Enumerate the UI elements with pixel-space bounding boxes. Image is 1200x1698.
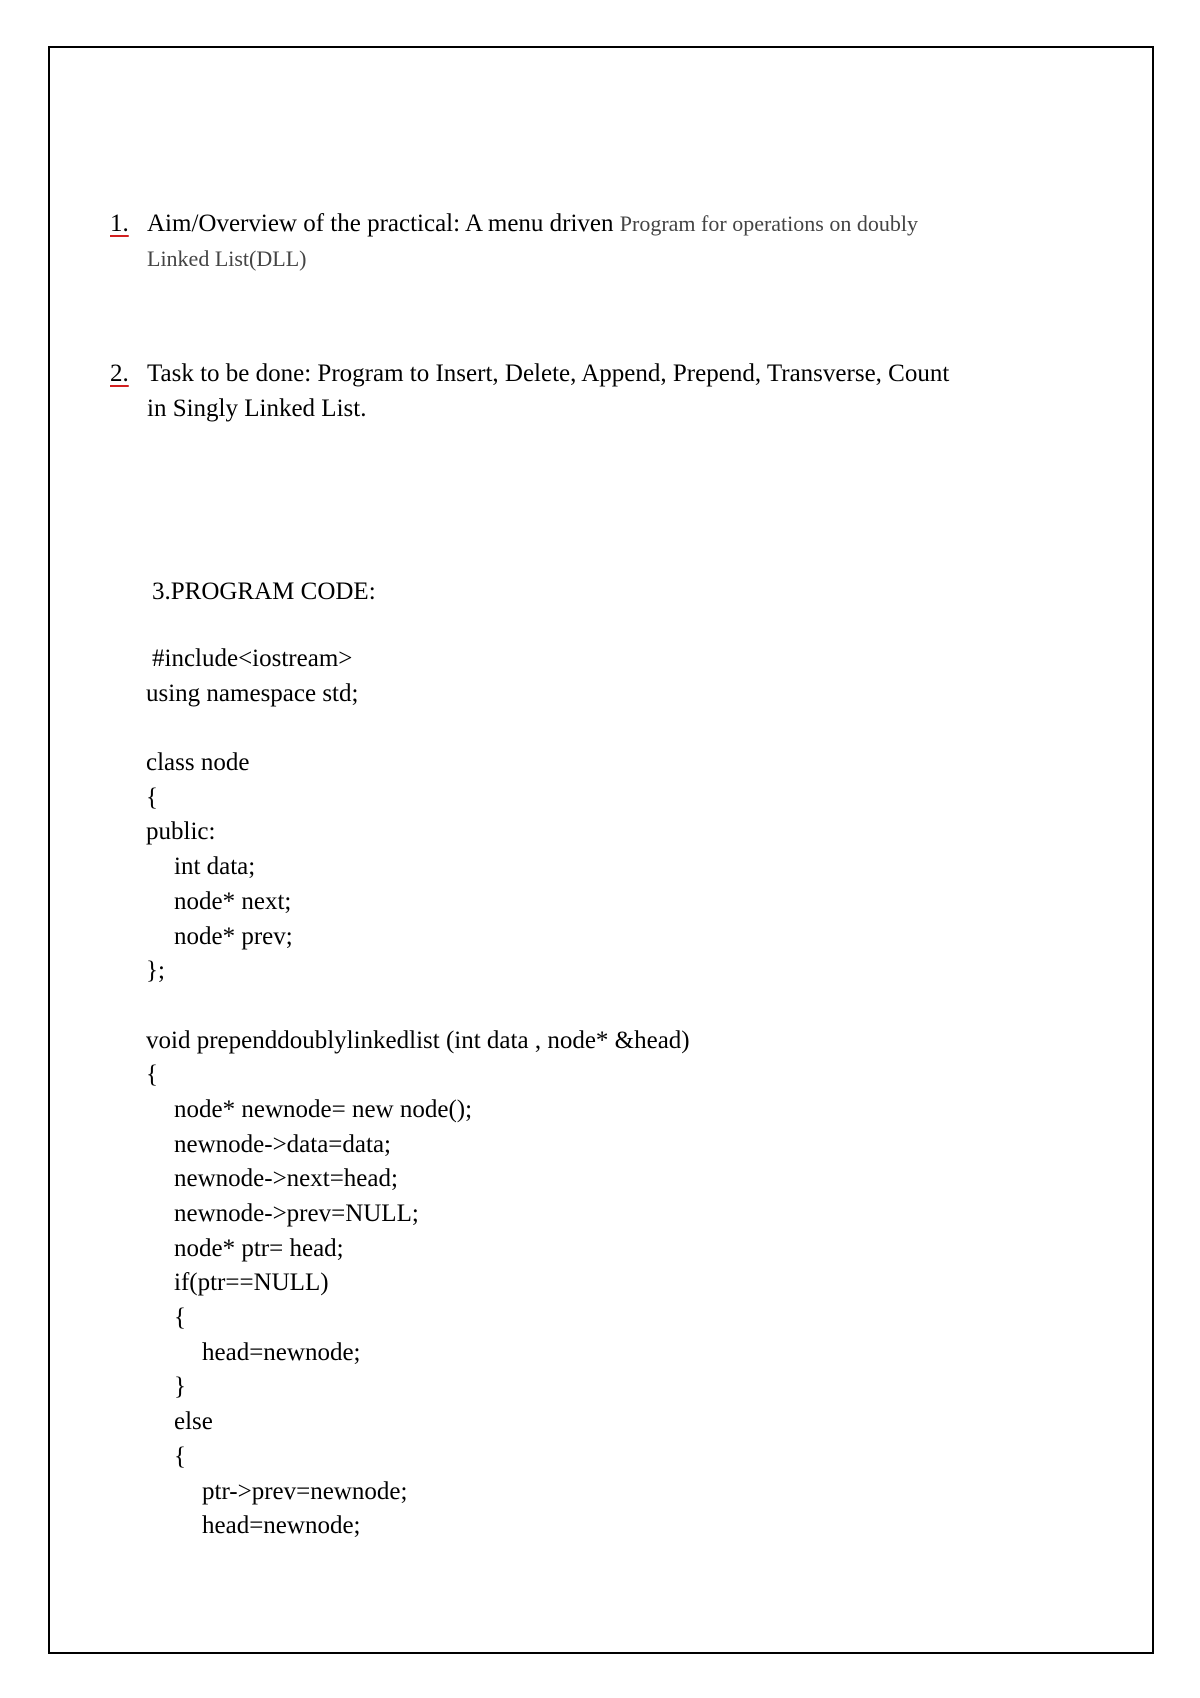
section-aim — [110, 206, 1070, 276]
code-line: void prependdoublylinkedlist (int data , node* &head) — [146, 1026, 690, 1054]
task-line-1 — [110, 356, 1070, 391]
code-line: #include<iostream> — [152, 645, 353, 672]
task-text: Task to be done: Program to Insert, Delete, Append, Prepend, Transverse, Count — [147, 360, 950, 387]
section-number: 2. — [110, 360, 129, 387]
code-line: { — [146, 783, 158, 811]
aim-line-2 — [110, 241, 1070, 276]
code-line: { — [174, 1304, 186, 1332]
code-line: { — [146, 1061, 158, 1089]
code-line: node* next; — [174, 887, 292, 915]
code-line — [146, 711, 690, 746]
section-number: 1. — [110, 210, 129, 237]
section-task — [110, 356, 1070, 426]
task-line-2 — [110, 391, 1070, 426]
aim-line-1 — [110, 206, 1070, 241]
code-line: ptr->prev=newnode; — [202, 1477, 408, 1505]
program-code-heading: 3.PROGRAM CODE: — [152, 578, 376, 605]
code-line: node* ptr= head; — [174, 1234, 344, 1262]
code-line: } — [174, 1373, 186, 1401]
code-line: public: — [146, 818, 216, 846]
code-line: newnode->data=data; — [174, 1130, 391, 1158]
code-line: head=newnode; — [202, 1512, 361, 1540]
code-line: newnode->next=head; — [174, 1165, 398, 1193]
task-text-continued: in Singly Linked List. — [147, 395, 367, 422]
code-line — [146, 989, 690, 1024]
code-line: if(ptr==NULL) — [174, 1269, 329, 1297]
code-line: newnode->prev=NULL; — [174, 1200, 419, 1227]
aim-text-continued: Linked List(DLL) — [147, 246, 307, 271]
code-line: { — [174, 1442, 186, 1470]
code-line: head=newnode; — [202, 1338, 361, 1366]
code-line: else — [174, 1408, 213, 1436]
code-line: }; — [146, 957, 165, 985]
code-line: node* newnode= new node(); — [174, 1095, 473, 1123]
code-block — [146, 642, 690, 1544]
code-line: node* prev; — [174, 922, 293, 950]
code-line: class node — [146, 749, 250, 777]
code-line: using namespace std; — [146, 679, 359, 707]
aim-heading: Aim/Overview of the practical: A menu driven — [147, 210, 614, 237]
code-line: int data; — [174, 853, 256, 881]
aim-text: Program for operations on doubly — [619, 211, 918, 236]
